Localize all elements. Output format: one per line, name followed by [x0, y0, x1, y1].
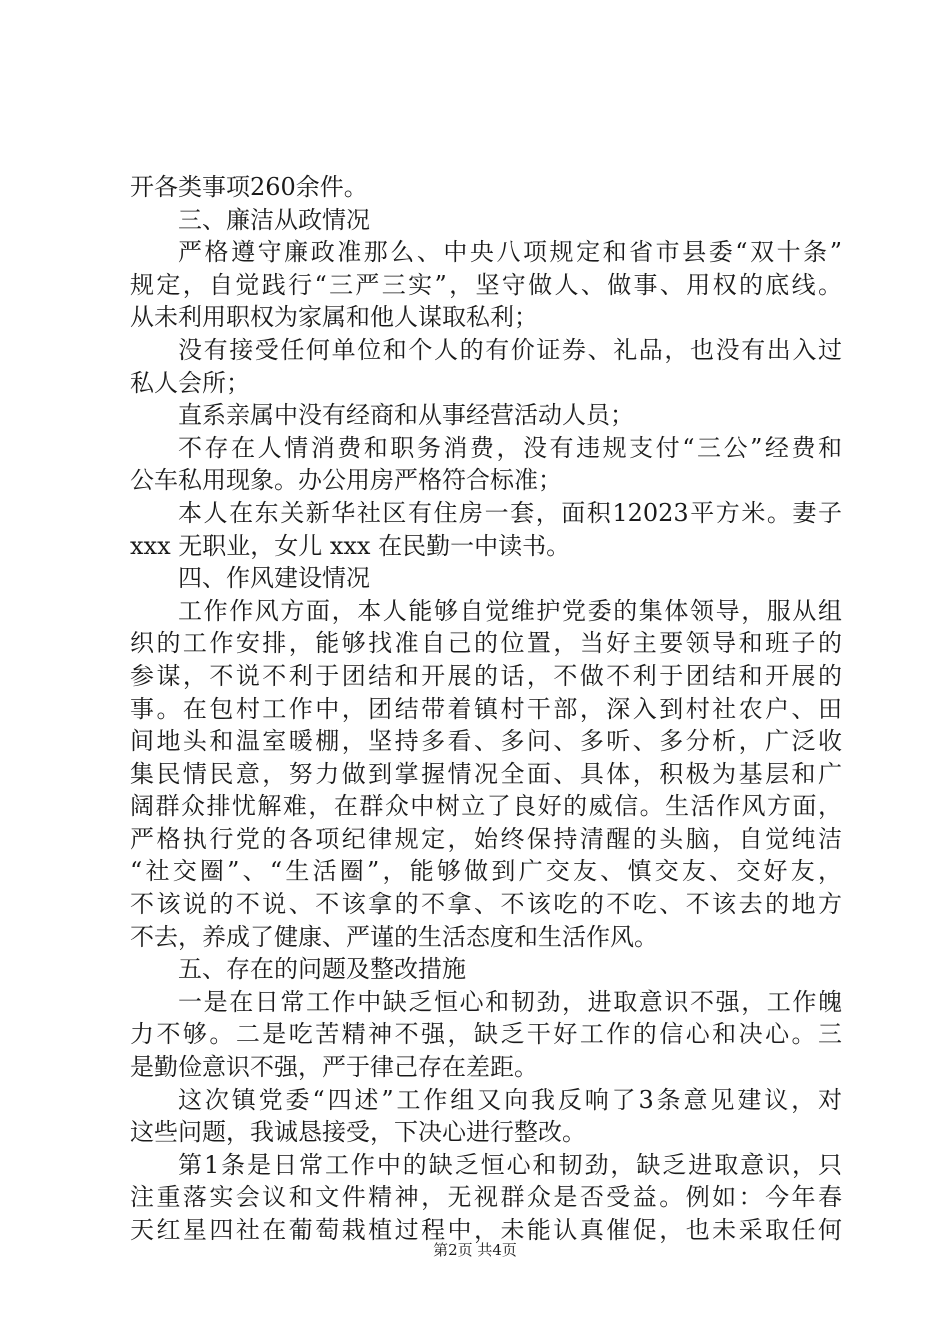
- text-line: 不该说的不说、不该拿的不拿、不该吃的不吃、不该去的地方: [130, 890, 842, 919]
- text-line: 一是在日常工作中缺乏恒心和韧劲，进取意识不强，工作魄: [178, 987, 842, 1016]
- text-line: 开各类事项260余件。: [130, 173, 368, 201]
- text-line: 这些问题，我诚恳接受，下决心进行整改。: [130, 1118, 586, 1147]
- text-line: 力不够。二是吃苦精神不强，缺乏干好工作的信心和决心。三: [130, 1020, 842, 1049]
- text-line: 集民情民意，努力做到掌握情况全面、具体，积极为基层和广: [130, 759, 842, 788]
- page-footer: 第2页 共4页: [433, 1241, 517, 1259]
- text-line: 工作作风方面，本人能够自觉维护党委的集体领导，服从组: [178, 596, 842, 625]
- text-line: 三、廉洁从政情况: [178, 205, 370, 234]
- text-line: 是勤俭意识不强，严于律己存在差距。: [130, 1053, 538, 1082]
- text-line: 这次镇党委“四述”工作组又向我反响了3条意见建议，对: [178, 1085, 842, 1114]
- text-line: 阔群众排忧解难，在群众中树立了良好的威信。生活作风方面，: [130, 792, 842, 821]
- document-body: [130, 171, 842, 1247]
- text-line: 不存在人情消费和职务消费，没有违规支付“三公”经费和: [178, 433, 842, 462]
- text-line: “社交圈”、“生活圈”，能够做到广交友、慎交友、交好友，: [130, 857, 842, 886]
- text-line: 四、作风建设情况: [178, 564, 370, 593]
- text-line: 织的工作安排，能够找准自己的位置，当好主要领导和班子的: [130, 629, 842, 658]
- text-line: 第1条是日常工作中的缺乏恒心和韧劲，缺乏进取意识，只: [178, 1150, 842, 1179]
- text-line: 注重落实会议和文件精神，无视群众是否受益。例如：今年春: [130, 1183, 842, 1212]
- text-line: 没有接受任何单位和个人的有价证券、礼品，也没有出入过: [178, 335, 842, 364]
- text-line: xxx 无职业，女儿 xxx 在民勤一中读书。: [130, 531, 571, 560]
- text-line: 从未利用职权为家属和他人谋取私利；: [130, 303, 538, 332]
- text-line: 公车私用现象。办公用房严格符合标准；: [130, 466, 562, 495]
- text-line: 规定，自觉践行“三严三实”，坚守做人、做事、用权的底线。: [130, 270, 842, 299]
- text-line: 不去，养成了健康、严谨的生活态度和生活作风。: [130, 922, 658, 951]
- text-line: 本人在东关新华社区有住房一套，面积12023平方米。妻子: [178, 498, 842, 527]
- text-line: 五、存在的问题及整改措施: [178, 955, 466, 984]
- text-line: 天红星四社在葡萄栽植过程中，未能认真催促，也未采取任何: [130, 1216, 842, 1244]
- text-line: 参谋，不说不利于团结和开展的话，不做不利于团结和开展的: [130, 661, 842, 690]
- text-line: 间地头和温室暖棚，坚持多看、多问、多听、多分析，广泛收: [130, 727, 842, 756]
- text-line: 严格执行党的各项纪律规定，始终保持清醒的头脑，自觉纯洁: [130, 824, 842, 853]
- text-line: 事。在包村工作中，团结带着镇村干部，深入到村社农户、田: [130, 694, 842, 723]
- text-line: 严格遵守廉政准那么、中央八项规定和省市县委“双十条”: [178, 238, 842, 267]
- text-line: 直系亲属中没有经商和从事经营活动人员；: [178, 401, 634, 430]
- text-line: 私人会所；: [130, 368, 250, 397]
